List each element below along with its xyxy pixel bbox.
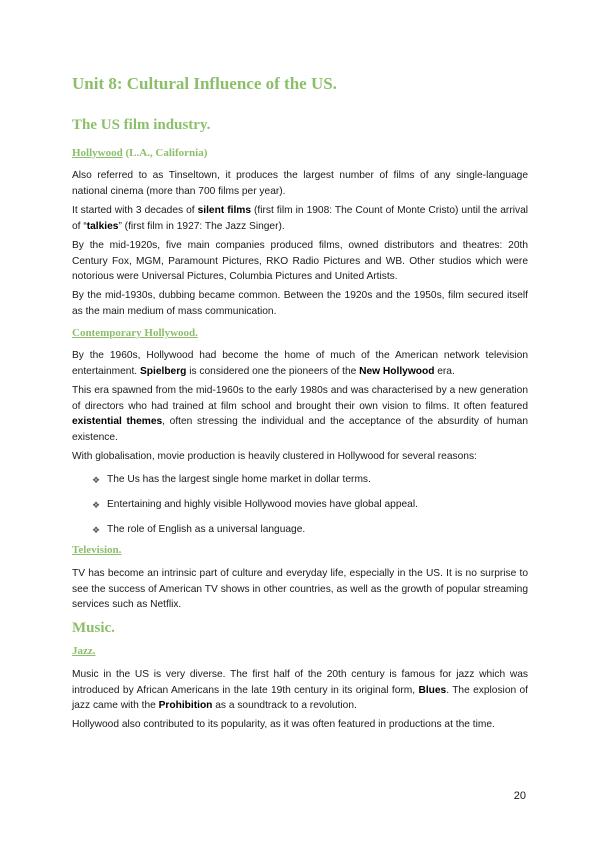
- list-item: ❖ Entertaining and highly visible Hollywood movies have global appeal.: [92, 499, 418, 510]
- term-new-hollywood: New Hollywood: [359, 365, 435, 377]
- unit-title: Unit 8: Cultural Influence of the US.: [72, 74, 337, 93]
- term-silent-films: silent films: [197, 205, 251, 216]
- list-item: ❖ The Us has the largest single home market in dollar terms.: [92, 474, 371, 485]
- paragraph-new-hollywood: By the 1960s, Hollywood had become the home of much of the American network television entertainment. Spielberg is considered one the pioneers of the New Hollywood era.: [72, 350, 528, 377]
- term-prohibition: Prohibition: [158, 700, 213, 711]
- page-number: 20: [513, 790, 526, 802]
- paragraph-jazz: Music in the US is very diverse. The first half of the 20th century is famous for jazz which was introduced by African Americans in the late 19th century in its original form, Blues. The explosion of jazz came with the Prohibition as a soundtrack to a revolution.: [72, 669, 528, 711]
- term-blues: Blues: [418, 684, 447, 696]
- term-talkies: talkies: [86, 220, 119, 232]
- hollywood-label: Hollywood: [72, 147, 123, 159]
- paragraph-silent-films: It started with 3 decades of silent films (first film in 1908: The Count of Monte Cristo) until the arrival of “talkies” (first film in 1927: The Jazz Singer).: [72, 205, 529, 232]
- music-heading: Music.: [72, 620, 115, 636]
- paragraph-era: This era spawned from the mid-1960s to the early 1980s and was characterised by a new generation of directors who had trained at film school and brought their own vision to films. It often featured existential themes, often stressing the individual and the acceptance of the absurdity of human existence.: [72, 385, 528, 443]
- paragraph-dubbing: By the mid-1930s, dubbing became common. Between the 1920s and the 1950s, film secured itself as the main medium of mass communication.: [72, 290, 528, 317]
- paragraph-television: TV has become an intrinsic part of culture and everyday life, especially in the US. It is no surprise to see the success of American TV shows in other countries, as well as the growth of popular streaming services such as Netflix.: [72, 568, 528, 610]
- paragraph-globalisation: With globalisation, movie production is heavily clustered in Hollywood for several reasons:: [72, 451, 477, 462]
- paragraph-tinseltown: Also referred to as Tinseltown, it produces the largest number of films of any single-language national cinema (more than 700 films per year).: [72, 170, 528, 197]
- jazz-heading: Jazz.: [72, 645, 96, 657]
- film-industry-heading: The US film industry.: [72, 117, 211, 133]
- hollywood-location: (L.A., California): [122, 147, 208, 159]
- list-item: ❖ The role of English as a universal language.: [92, 524, 306, 535]
- paragraph-hollywood-jazz: Hollywood also contributed to its popularity, as it was often featured in productions at the time.: [72, 719, 495, 730]
- television-heading: Television.: [72, 544, 122, 556]
- diamond-bullet-icon: ❖: [92, 500, 101, 510]
- term-spielberg: Spielberg: [139, 365, 187, 377]
- term-existential-themes: existential themes: [72, 416, 163, 427]
- diamond-bullet-icon: ❖: [92, 475, 101, 485]
- diamond-bullet-icon: ❖: [92, 525, 101, 535]
- hollywood-heading: [72, 147, 207, 159]
- paragraph-studios: By the mid-1920s, five main companies produced films, owned distributors and theatres: 20th Century Fox, MGM, Paramount Pictures, RKO Radio Pictures and WB. Other studios which were notorious were Universal Pictures, Columbia Pictures and United Artists.: [72, 240, 528, 282]
- contemporary-hollywood-heading: Contemporary Hollywood.: [72, 327, 198, 339]
- reasons-list: [92, 473, 512, 548]
